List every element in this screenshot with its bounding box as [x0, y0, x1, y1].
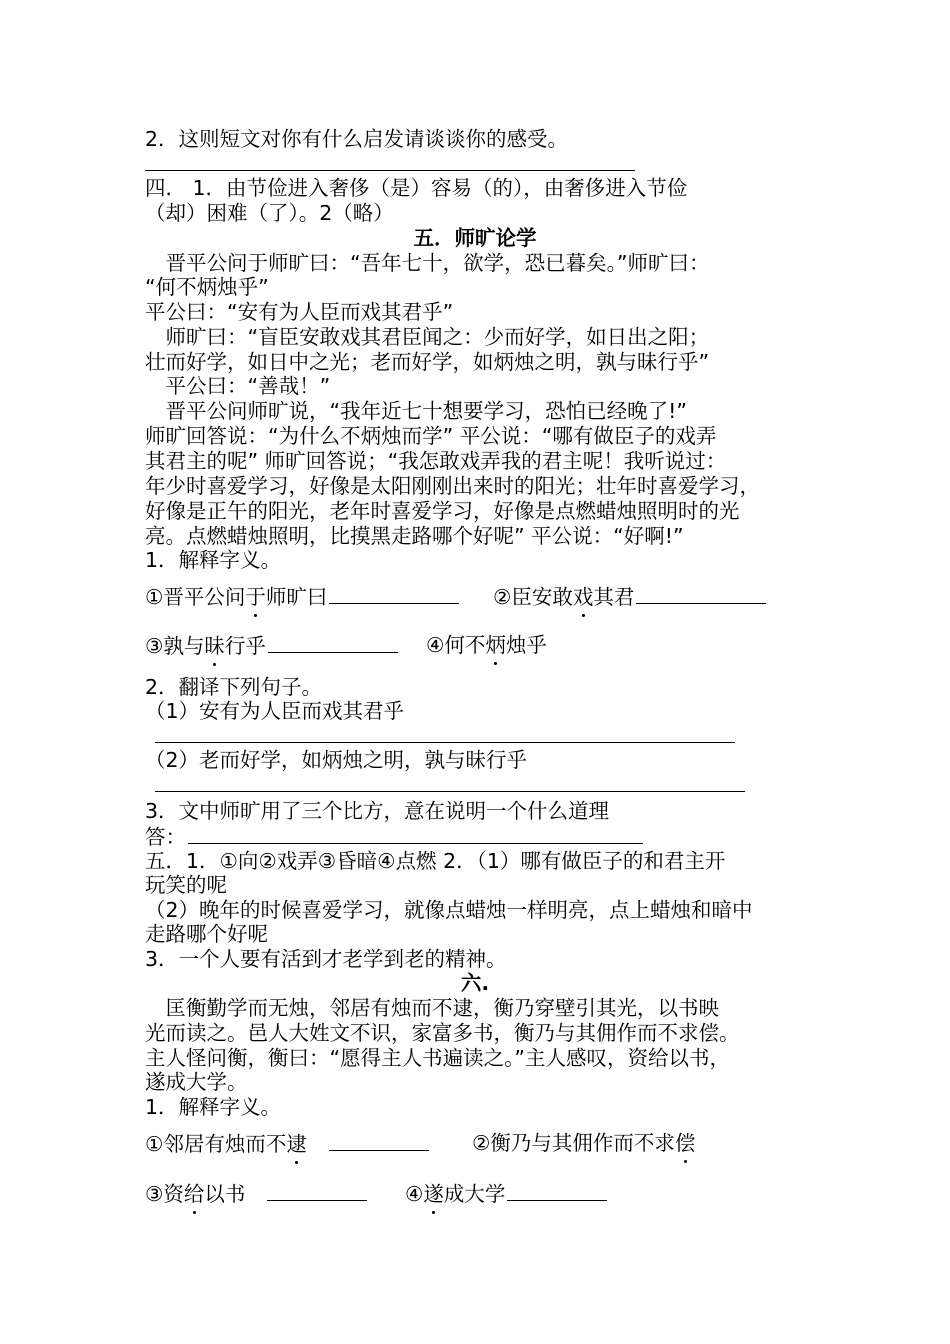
s5-answer-line: 3．一个人要有活到才老学到老的精神。	[145, 947, 507, 971]
s5-word-item-2: ②臣安敢戏其君	[493, 583, 766, 610]
s6-text-line: 匡衡勤学而无烛，邻居有烛而不逮，衡乃穿壁引其光，以书映	[145, 996, 719, 1020]
s5-text-line: “何不炳烛乎”	[145, 275, 269, 299]
s6-word-item-1: ①邻居有烛而不逮	[145, 1130, 429, 1157]
s5-question-2b: （2）老而好学，如炳烛之明，孰与昧行乎	[145, 748, 528, 772]
fill-in-blank[interactable]	[507, 1180, 607, 1201]
s5-question-2: 2．翻译下列句子。	[145, 675, 323, 699]
s5-translation-line: 好像是正午的阳光，老年时喜爱学习，好像是点燃蜡烛照明时的光	[145, 499, 740, 523]
s6-question-1: 1．解释字义。	[145, 1095, 282, 1119]
s5-answer-line: 走路哪个好呢	[145, 922, 268, 946]
s5-answer-line: 五．1．①向②戏弄③昏暗④点燃 2．（1）哪有做臣子的和君主开	[145, 849, 726, 873]
fill-in-blank[interactable]	[268, 632, 398, 653]
s5-text-line: 平公曰：“善哉！”	[145, 374, 331, 398]
s6-text-line: 遂成大学。	[145, 1070, 248, 1094]
s6-text-line: 主人怪问衡，衡曰：“愿得主人书遍读之。”主人感叹，资给以书，	[145, 1046, 730, 1070]
s5-translation-line: 晋平公问师旷说，“我年近七十想要学习，恐怕已经晚了!”	[145, 399, 687, 423]
s5-text-line: 壮而好学，如日中之光；老而好学，如炳烛之明，孰与昧行乎”	[145, 350, 710, 374]
emphasis-dot-char: 戏	[572, 585, 594, 609]
emphasis-dot-char: 于	[245, 585, 266, 609]
section-5-title: 五．师旷论学	[413, 226, 537, 250]
fill-in-blank[interactable]	[267, 1180, 367, 1201]
q4-answer-line-1: 四． 1．由节俭进入奢侈（是）容易（的），由奢侈进入节俭	[145, 176, 688, 200]
s6-word-item-4: ④遂成大学	[405, 1180, 607, 1207]
s5-question-3: 3．文中师旷用了三个比方，意在说明一个什么道理	[145, 799, 610, 823]
s6-word-item-2: ②衡乃与其佣作而不求偿	[472, 1131, 696, 1155]
s5-translation-line: 亮。点燃蜡烛照明，比摸黑走路哪个好呢” 平公说：“好啊!”	[145, 524, 684, 548]
emphasis-dot-char: 偿	[674, 1131, 696, 1155]
s6-text-line: 光而读之。邑人大姓文不识，家富多书，衡乃与其佣作而不求偿。	[145, 1021, 740, 1045]
s5-text-line: 师旷曰：“盲臣安敢戏其君臣闻之：少而好学，如日出之阳；	[145, 325, 710, 349]
answer-line	[145, 170, 635, 171]
s5-text-line: 晋平公问于师旷曰：“吾年七十，欲学，恐已暮矣。”师旷曰：	[145, 251, 710, 275]
s5-translation-line: 年少时喜爱学习，好像是太阳刚刚出来时的阳光；壮年时喜爱学习，	[145, 474, 760, 498]
fill-in-blank[interactable]	[329, 583, 459, 604]
fill-in-blank[interactable]	[329, 1130, 429, 1151]
emphasis-dot-char: 炳	[485, 633, 506, 657]
s5-answer-prompt: 答：	[145, 823, 643, 850]
s5-word-item-4: ④何不炳烛乎	[426, 633, 547, 657]
s5-translation-line: 其君主的呢” 师旷回答说；“我怎敢戏弄我的君主呢！我听说过：	[145, 449, 727, 473]
answer-line[interactable]	[155, 791, 745, 792]
answer-line[interactable]	[155, 742, 735, 743]
s5-word-item-1: ①晋平公问于师旷曰	[145, 583, 459, 610]
s5-text-line: 平公曰：“安有为人臣而戏其君乎”	[145, 300, 454, 324]
s5-word-item-3: ③孰与昧行乎	[145, 632, 398, 659]
emphasis-dot-char: 给	[183, 1182, 205, 1206]
s5-translation-line: 师旷回答说：“为什么不炳烛而学” 平公说：“哪有做臣子的戏弄	[145, 424, 717, 448]
s5-question-2a: （1）安有为人臣而戏其君乎	[145, 699, 405, 723]
s5-answer-line: （2）晚年的时候喜爱学习，就像点蜡烛一样明亮，点上蜡烛和暗中	[145, 898, 753, 922]
s5-answer-line: 玩笑的呢	[145, 873, 227, 897]
s5-question-1: 1．解释字义。	[145, 548, 282, 572]
section-6-title: 六.	[460, 971, 490, 995]
q4-answer-line-2: （却）困难（了）。2（略）	[145, 201, 394, 225]
emphasis-dot-char: 逮	[286, 1132, 307, 1156]
fill-in-blank[interactable]	[636, 583, 766, 604]
emphasis-dot-char: 遂	[423, 1182, 444, 1206]
s6-word-item-3: ③资给以书	[145, 1180, 367, 1207]
q4-question-2: 2．这则短文对你有什么启发请谈谈你的感受。	[145, 127, 569, 151]
fill-in-blank[interactable]	[188, 823, 643, 844]
emphasis-dot-char: 昧	[204, 634, 225, 658]
